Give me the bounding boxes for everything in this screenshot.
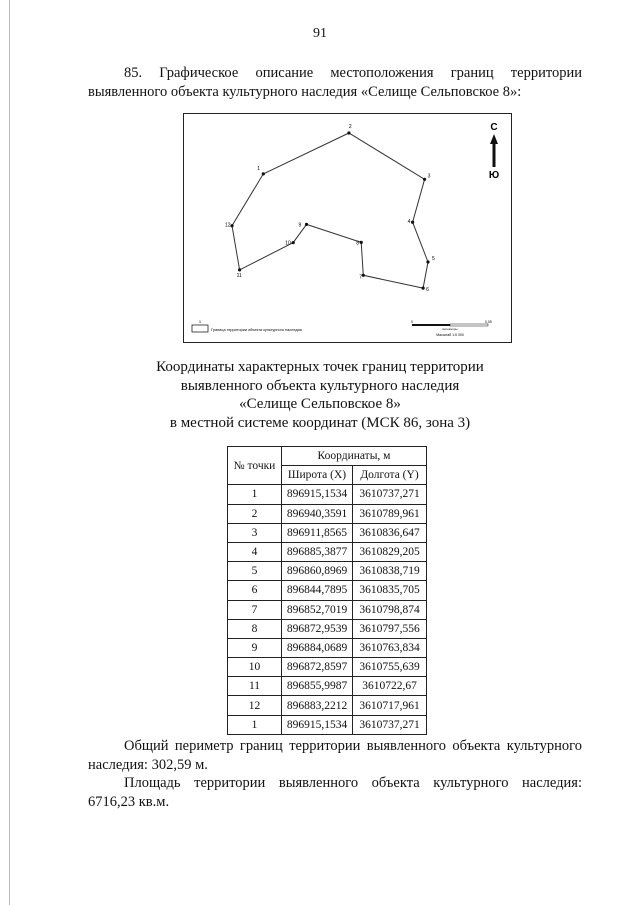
point-label: 3 [427, 173, 431, 180]
legend-label: Граница территории объекта культурного наследия [211, 328, 302, 332]
x-cell: 896872,8597 [282, 658, 353, 677]
boundary-point [305, 223, 308, 226]
point-number-cell: 5 [228, 562, 282, 581]
point-label: 12 [225, 222, 231, 229]
x-cell: 896872,9539 [282, 619, 353, 638]
point-number-cell: 7 [228, 600, 282, 619]
table-row [228, 542, 427, 561]
scale-end: 0,05 [485, 320, 492, 324]
y-cell: 3610836,647 [353, 523, 427, 542]
table-row [228, 638, 427, 657]
point-number-cell: 3 [228, 523, 282, 542]
caption-line-1: Координаты характерных точек границ территории [156, 359, 484, 375]
x-cell: 896844,7895 [282, 581, 353, 600]
table-row [228, 523, 427, 542]
margin-line [9, 0, 10, 905]
boundary-point [411, 221, 414, 224]
boundary-point [362, 274, 365, 277]
y-cell: 3610797,556 [353, 619, 427, 638]
perimeter-text: Общий периметр границ территории выявленного объекта культурного наследия: 302,59 м. [88, 738, 582, 773]
boundary-point [230, 224, 233, 227]
boundary-point [238, 268, 241, 271]
y-cell: 3610829,205 [353, 542, 427, 561]
point-number-cell: 1 [228, 485, 282, 504]
boundary-point [422, 287, 425, 290]
page-number: 91 [313, 26, 327, 41]
x-cell: 896855,9987 [282, 677, 353, 696]
point-number-cell: 2 [228, 504, 282, 523]
x-cell: 896940,3591 [282, 504, 353, 523]
point-number-cell: 8 [228, 619, 282, 638]
boundary-point [292, 241, 295, 244]
point-label: 1 [257, 165, 261, 172]
point-label: 8 [356, 240, 359, 247]
x-cell: 896915,1534 [282, 715, 353, 734]
table-row [228, 677, 427, 696]
boundary-point [360, 241, 363, 244]
boundary-point [426, 260, 429, 263]
boundary-point [347, 131, 350, 134]
header-x: Широта (X) [282, 466, 353, 485]
point-label: 6 [426, 287, 429, 294]
point-number-cell: 4 [228, 542, 282, 561]
boundary-points [225, 124, 435, 293]
scale-unit: километры [442, 327, 458, 331]
point-number-cell: 6 [228, 581, 282, 600]
area-text: Площадь территории выявленного объекта культурного наследия: 6716,23 кв.м. [88, 775, 582, 810]
coordinates-table [227, 446, 427, 735]
point-number-cell: 9 [228, 638, 282, 657]
table-row [228, 600, 427, 619]
x-cell: 896915,1534 [282, 485, 353, 504]
y-cell: 3610838,719 [353, 562, 427, 581]
south-label: Ю [488, 170, 500, 181]
point-label: 7 [359, 274, 363, 281]
y-cell: 3610737,271 [353, 715, 427, 734]
point-label: 9 [298, 222, 302, 229]
table-row [228, 562, 427, 581]
x-cell: 896885,3877 [282, 542, 353, 561]
x-cell: 896911,8565 [282, 523, 353, 542]
x-cell: 896883,2212 [282, 696, 353, 715]
table-row [228, 696, 427, 715]
north-arrow-icon [489, 122, 499, 181]
header-point-number: № точки [228, 447, 282, 485]
table-row [228, 619, 427, 638]
point-number-cell: 1 [228, 715, 282, 734]
caption-line-4: в местной системе координат (МСК 86, зона 3) [169, 414, 471, 431]
point-label: 10 [285, 240, 291, 247]
boundary-line [232, 133, 428, 288]
y-cell: 3610835,705 [353, 581, 427, 600]
y-cell: 3610722,67 [353, 677, 427, 696]
boundary-map [183, 113, 512, 343]
section-heading: 85. Графическое описание местоположения границ территории выявленного объекта культурного наследия «Селище Сельповское 8»: [88, 65, 582, 100]
y-cell: 3610755,639 [353, 658, 427, 677]
y-cell: 3610737,271 [353, 485, 427, 504]
legend-swatch [192, 325, 208, 332]
header-coordinates: Координаты, м [282, 447, 427, 466]
x-cell: 896884,0689 [282, 638, 353, 657]
scale-start: 0 [411, 320, 413, 324]
point-label: 4 [407, 219, 411, 226]
map-legend [192, 319, 302, 332]
x-cell: 896852,7019 [282, 600, 353, 619]
caption-line-2: выявленного объекта культурного наследия [180, 377, 460, 394]
point-number-cell: 12 [228, 696, 282, 715]
boundary-point [262, 172, 265, 175]
table-row [228, 658, 427, 677]
scale-label: Масштаб 1:5 000 [436, 333, 464, 337]
north-label: С [490, 122, 498, 133]
point-label: 2 [348, 124, 352, 130]
caption-line-3: «Селище Сельповское 8» [239, 396, 401, 412]
table-row [228, 715, 427, 734]
table-row [228, 504, 427, 523]
svg-text:1: 1 [198, 319, 202, 324]
y-cell: 3610798,874 [353, 600, 427, 619]
point-label: 11 [236, 272, 242, 279]
point-number-cell: 11 [228, 677, 282, 696]
scale-bar [411, 320, 492, 337]
y-cell: 3610789,961 [353, 504, 427, 523]
table-caption [150, 358, 490, 432]
point-label: 5 [432, 256, 435, 262]
map-canvas [184, 114, 513, 344]
boundary-point [423, 178, 426, 181]
table-body [228, 485, 427, 734]
header-y: Долгота (Y) [353, 466, 427, 485]
table-row [228, 485, 427, 504]
table-row [228, 581, 427, 600]
y-cell: 3610763,834 [353, 638, 427, 657]
y-cell: 3610717,961 [353, 696, 427, 715]
point-number-cell: 10 [228, 658, 282, 677]
x-cell: 896860,8969 [282, 562, 353, 581]
